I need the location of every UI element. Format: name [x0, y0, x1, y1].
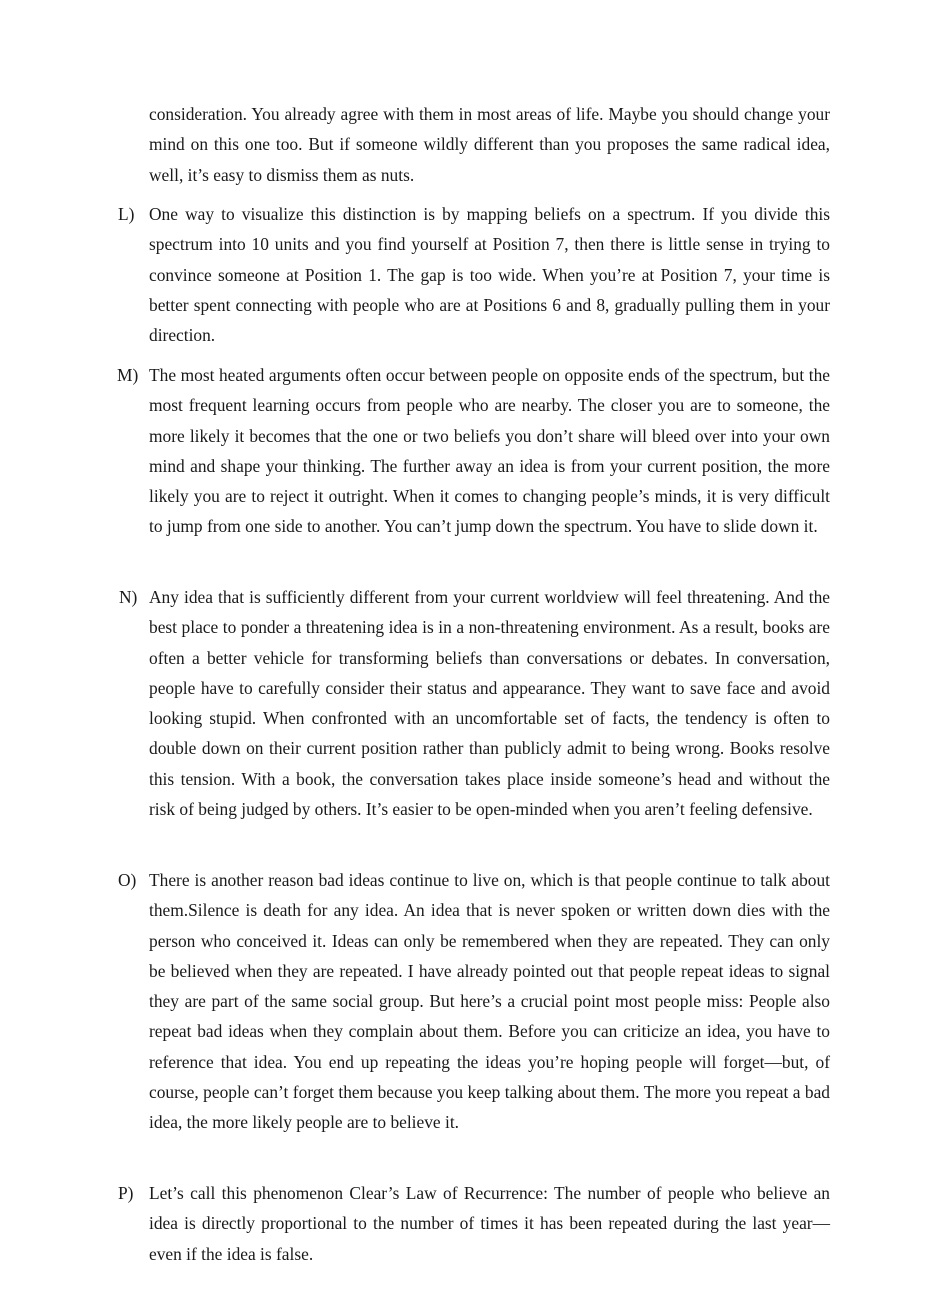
paragraph-label: P) [118, 1183, 134, 1203]
paragraph-text: consideration. You already agree with them in most areas of life. Maybe you should change your mind on this one too. But if someone wildly different than you proposes the same radical idea, well, it’s easy to dismiss them as nuts. [149, 104, 830, 185]
paragraph-k-continuation [149, 99, 830, 190]
paragraph-text: Let’s call this phenomenon Clear’s Law of Recurrence: The number of people who believe an idea is directly proportional to the number of times it has been repeated during the last year—even if the idea is false. [149, 1183, 830, 1264]
paragraph-label: L) [118, 204, 135, 224]
paragraph-text: One way to visualize this distinction is by mapping beliefs on a spectrum. If you divide this spectrum into 10 units and you find yourself at Position 7, then there is little sense in trying to convince someone at Position 1. The gap is too wide. When you’re at Position 7, your time is better spent connecting with people who are at Positions 6 and 8, gradually pulling them in your direction. [149, 204, 830, 346]
paragraph-p [118, 1178, 830, 1269]
paragraph-label: M) [117, 365, 139, 385]
paragraph-text: There is another reason bad ideas continue to live on, which is that people continue to talk about them.Silence is death for any idea. An idea that is never spoken or written down dies with the person who conceived it. Ideas can only be remembered when they are repeated. They can only be believed when they are repeated. I have already pointed out that people repeat ideas to signal they are part of the same social group. But here’s a crucial point most people miss: People also repeat bad ideas when they complain about them. Before you can criticize an idea, you have to reference that idea. You end up repeating the ideas you’re hoping people will forget—but, of course, people can’t forget them because you keep talking about them. The more you repeat a bad idea, the more likely people are to believe it. [149, 870, 830, 1133]
paragraph-label: O) [118, 870, 137, 890]
paragraph-l [118, 199, 830, 350]
paragraph-label: N) [119, 587, 138, 607]
paragraph-text: Any idea that is sufficiently different from your current worldview will feel threatening. And the best place to ponder a threatening idea is in a non-threatening environment. As a result, books are often a better vehicle for transforming beliefs than conversations or debates. In conversation, people have to carefully consider their status and appearance. They want to save face and avoid looking stupid. When confronted with an uncomfortable set of facts, the tendency is often to double down on their current position rather than publicly admit to being wrong. Books resolve this tension. With a book, the conversation takes place inside someone’s head and without the risk of being judged by others. It’s easier to be open-minded when you aren’t feeling defensive. [149, 587, 830, 820]
paragraph-n [119, 582, 830, 824]
paragraph-text: The most heated arguments often occur between people on opposite ends of the spectrum, but the most frequent learning occurs from people who are nearby. The closer you are to someone, the more likely it becomes that the one or two beliefs you don’t share will bleed over into your own mind and shape your thinking. The further away an idea is from your current position, the more likely you are to reject it outright. When it comes to changing people’s minds, it is very difficult to jump from one side to another. You can’t jump down the spectrum. You have to slide down it. [149, 365, 830, 537]
paragraph-m [117, 360, 830, 542]
paragraph-o [118, 865, 830, 1138]
